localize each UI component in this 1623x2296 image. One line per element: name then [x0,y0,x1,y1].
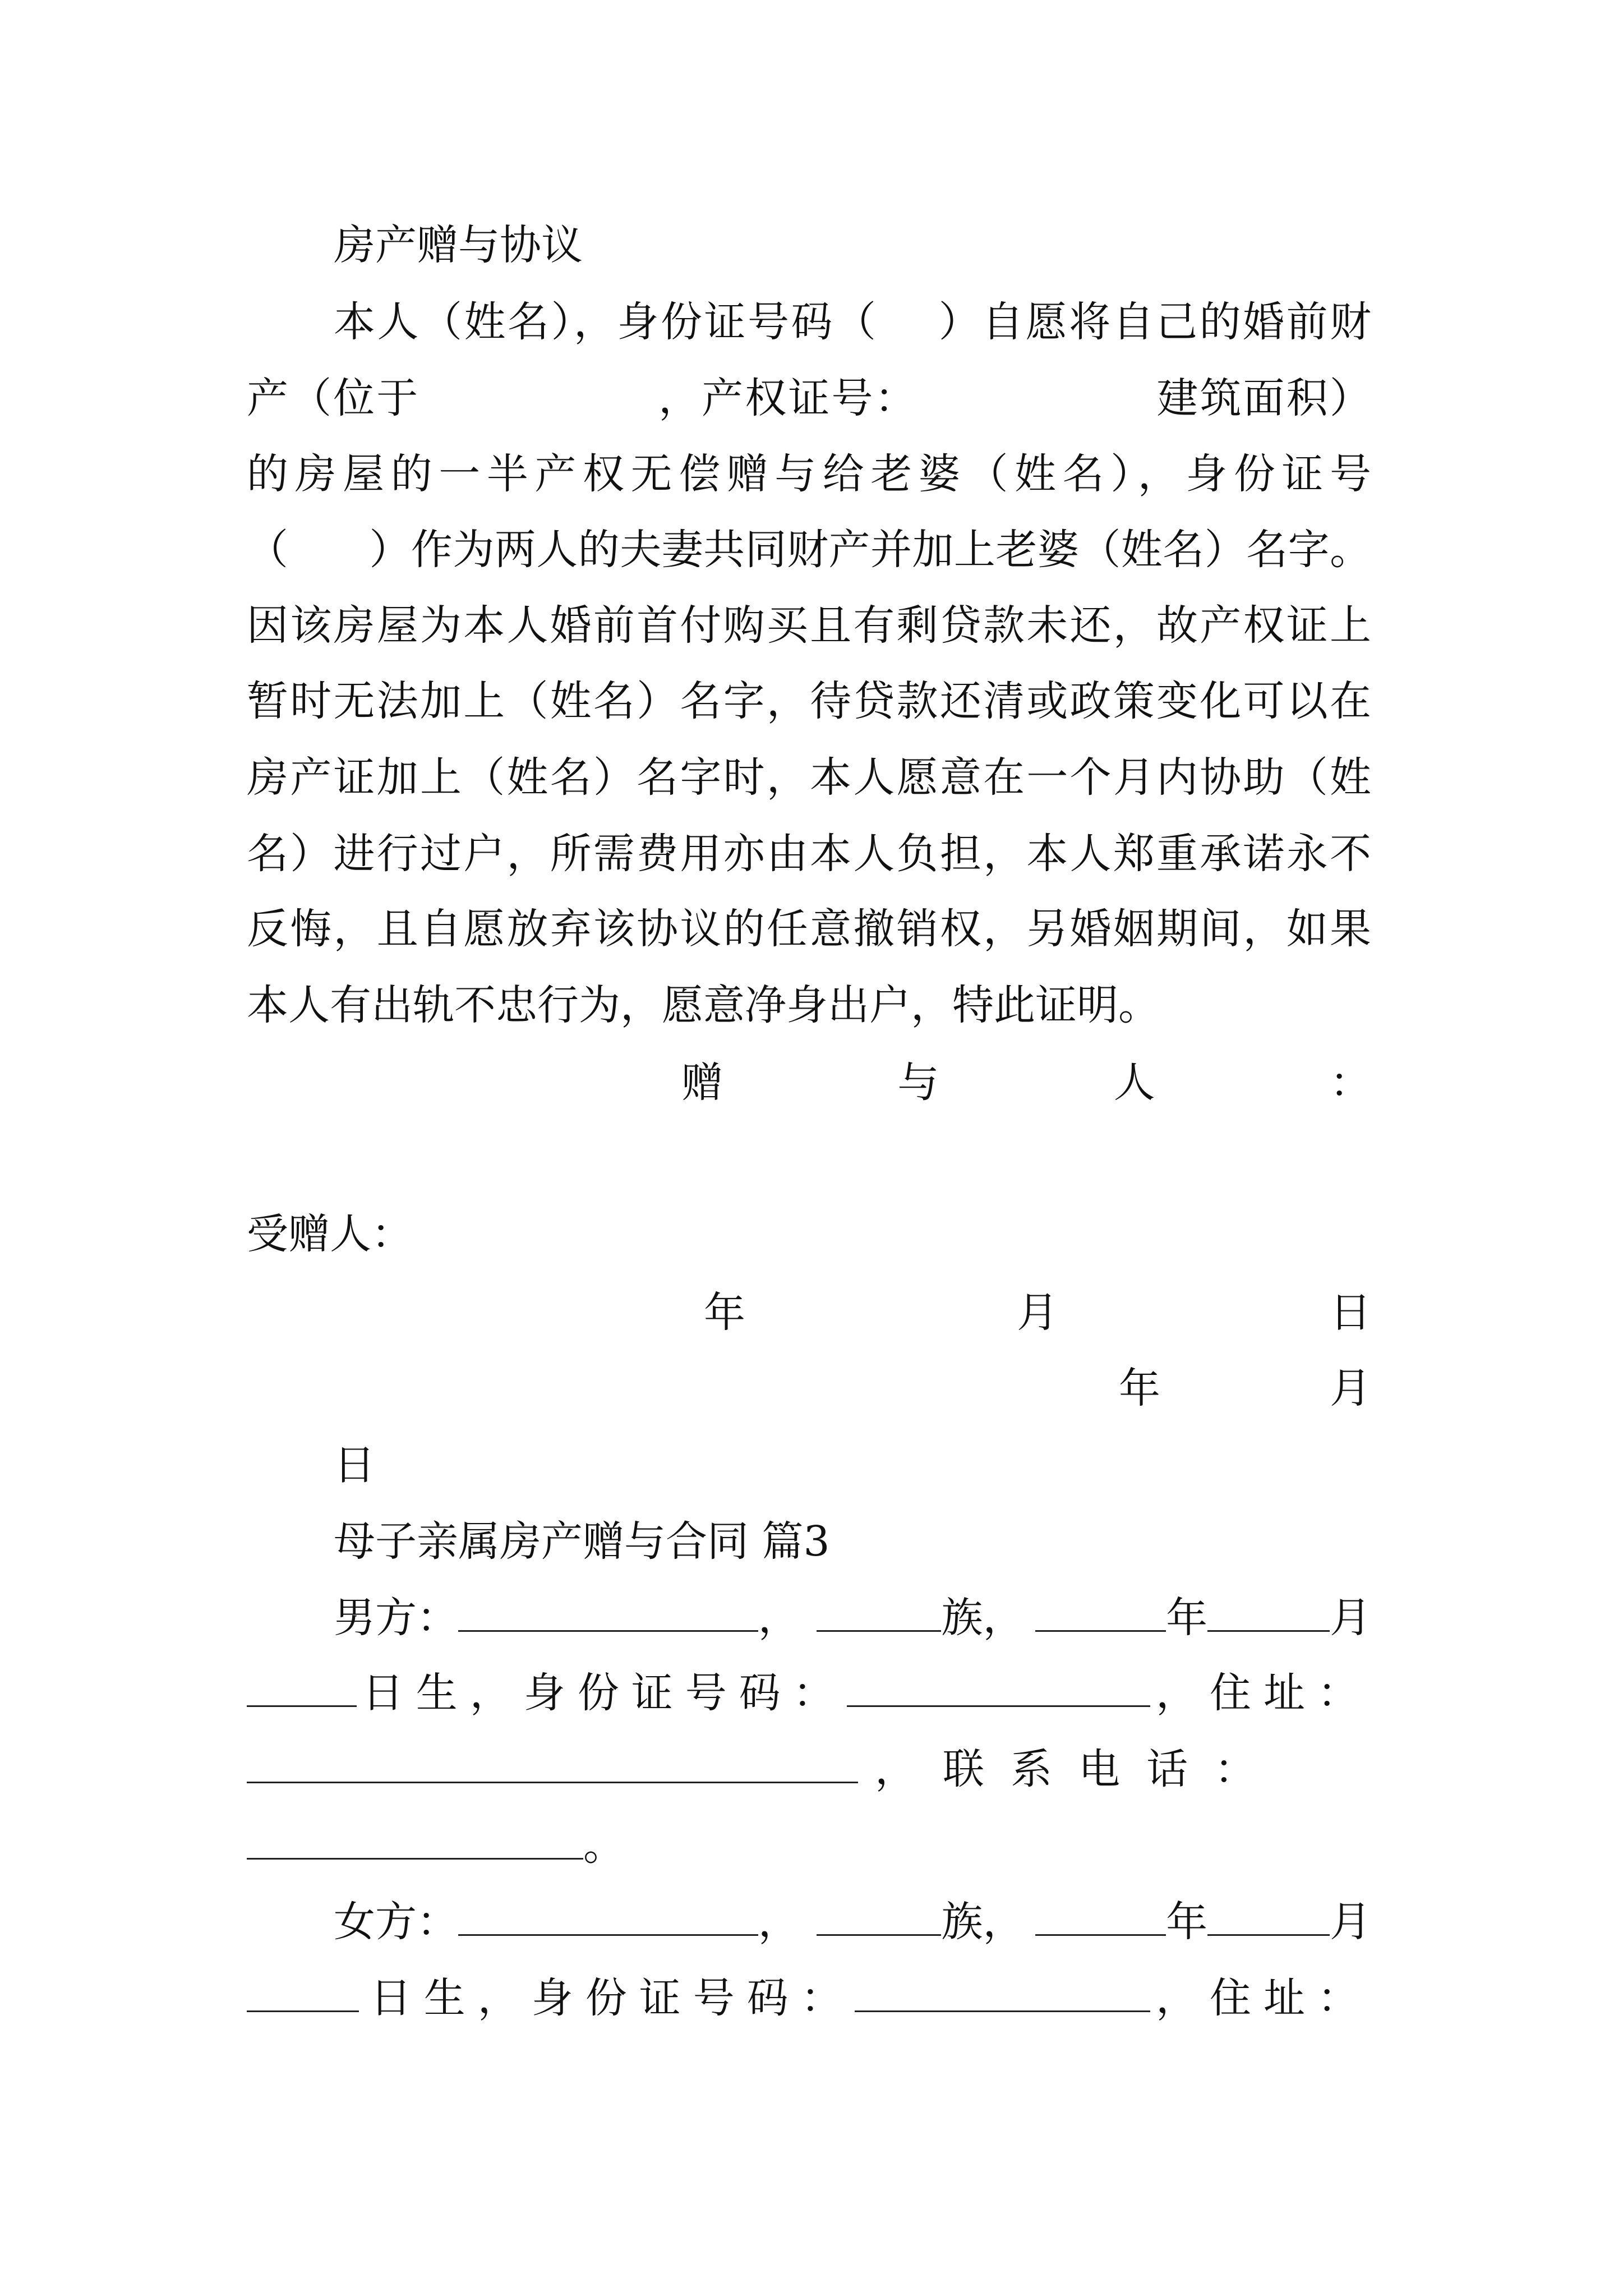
paragraph-line: （ ）作为两人的夫妻共同财产并加上老婆（姓名）名字。 [247,526,1372,574]
paragraph-line: 本人有出轨不忠行为，愿意净身出户，特此证明。 [247,981,1160,1029]
month-blank[interactable] [1207,1895,1330,1936]
born-label: 日生，身份证号码： [370,1974,855,2022]
comma: ， [758,1594,800,1642]
comma: ， [758,1898,800,1946]
address-label: ，住址： [1156,1669,1371,1717]
agreement-title: 房产赠与协议 [334,221,583,269]
nation-label: 族， [941,1594,1025,1642]
id-number-blank[interactable] [847,1666,1150,1707]
male-party-line [334,1590,1371,1646]
male-address-line [247,1741,1371,1797]
nation-blank[interactable] [817,1591,942,1632]
id-number-blank[interactable] [855,1971,1150,2012]
name-blank[interactable] [458,1895,758,1936]
name-blank[interactable] [458,1591,758,1632]
year-label: 年 [1166,1594,1208,1642]
year-blank[interactable] [1035,1895,1166,1936]
address-label: ，住址： [1156,1974,1371,2022]
paragraph-line [334,294,1371,350]
contract-title: 母子亲属房产赠与合同 篇3 [334,1517,830,1566]
donor-char: 人 [1113,1059,1155,1107]
recipient-label: 受赠人： [247,1210,413,1258]
month-label: 月 [1330,1898,1371,1946]
date-month: 月 [1017,1289,1058,1337]
nation-blank[interactable] [817,1895,942,1936]
address-blank[interactable] [247,1742,858,1783]
donor-char: 赠 [681,1059,723,1107]
date-year: 年 [1119,1364,1160,1412]
date-month: 月 [1330,1364,1371,1412]
year-label: 年 [1166,1898,1208,1946]
phone-label: ， 联 系 电 话 ： [875,1745,1256,1793]
male-label: 男方： [334,1594,458,1642]
day-blank[interactable] [247,1666,357,1707]
day-blank[interactable] [247,1971,359,2012]
female-id-line [247,1970,1371,2026]
born-label: 日生，身份证号码： [362,1669,847,1717]
paragraph-line: 房产证加上（姓名）名字时，本人愿意在一个月内协助（姓 [247,753,1373,802]
paragraph-line: 暂时无法加上（姓名）名字，待贷款还清或政策变化可以在 [247,677,1373,725]
month-label: 月 [1330,1594,1371,1642]
paragraph-line: 的房屋的一半产权无偿赠与给老婆（姓名），身份证号 [247,450,1378,498]
date-year: 年 [704,1289,745,1337]
donor-signature-label [681,1055,1371,1111]
donor-char: ： [1329,1059,1371,1107]
date-day: 日 [1330,1289,1371,1337]
male-phone-line [247,1818,625,1874]
donor-char: 与 [897,1059,939,1107]
month-blank[interactable] [1207,1591,1330,1632]
date-line-1 [704,1285,1371,1341]
year-blank[interactable] [1035,1591,1166,1632]
male-id-line [247,1665,1371,1721]
paragraph-line: 名）进行过户，所需费用亦由本人负担，本人郑重承诺永不 [247,830,1373,878]
date-day: 日 [334,1441,375,1489]
female-label: 女方： [334,1898,458,1946]
phone-blank[interactable] [247,1819,583,1860]
paragraph-line: 产（位于 ，产权证号： 建筑面积） [247,374,1373,422]
female-party-line [334,1894,1371,1950]
paragraph-line: 因该房屋为本人婚前首付购买且有剩贷款未还，故产权证上 [247,601,1373,650]
nation-label: 族， [941,1898,1025,1946]
period: 。 [583,1821,625,1870]
paragraph-line: 反悔，且自愿放弃该协议的任意撤销权，另婚姻期间，如果 [247,905,1373,953]
date-line-2 [1119,1360,1371,1416]
paragraph-text: 本人（姓名），身份证号码（ ）自愿将自己的婚前财 [334,298,1373,346]
